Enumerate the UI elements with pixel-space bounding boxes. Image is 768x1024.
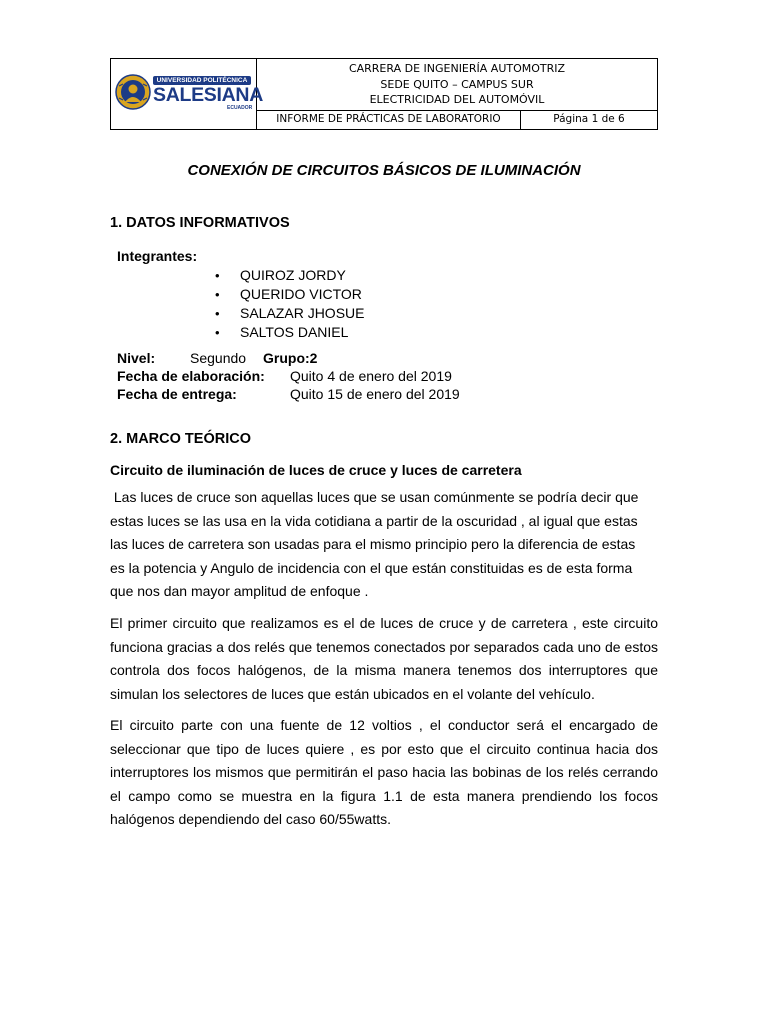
university-seal-icon [115,74,151,110]
list-item: • SALAZAR JHOSUE [215,304,364,323]
list-item: • QUIROZ JORDY [215,266,364,285]
report-type: INFORME DE PRÁCTICAS DE LABORATORIO [257,111,521,129]
university-logo [115,72,263,114]
members-list [215,266,364,342]
section-1-heading: 1. DATOS INFORMATIVOS [110,215,290,231]
logo-cell [111,59,263,129]
page-number: Página 1 de 6 [553,113,625,125]
paragraph-line: interruptores los mismos que permitirán el paso hacia las bobinas de los relés cerrando [110,764,658,780]
header-career: CARRERA DE INGENIERÍA AUTOMOTRIZ [348,62,566,75]
section-2-subheading: Circuito de iluminación de luces de cruce y luces de carretera [110,462,522,478]
paragraph-line: las luces de carretera son usadas para el mismo principio pero la diferencia de estas [110,536,636,552]
list-item: • SALTOS DANIEL [215,323,364,342]
header-subject: ELECTRICIDAD DEL AUTOMÓVIL [369,93,545,106]
members-label: Integrantes: [117,248,198,264]
paragraph-line: El circuito parte con una fuente de 12 voltios , el conductor será el encargado de [110,717,658,733]
paragraph-2 [110,612,658,706]
paragraph-line: seleccionar que tipo de luces quiere , es por esto que el circuito continua hacia dos [110,740,658,757]
section-2-heading: 2. MARCO TEÓRICO [110,431,251,447]
paragraph-line: es la potencia y Angulo de incidencia con el que están constituidas es de esta forma [110,559,633,576]
document-title: CONEXIÓN DE CIRCUITOS BÁSICOS DE ILUMINACIÓN [187,162,581,179]
paragraph-1 [110,486,658,604]
header-table [110,58,658,130]
logo-country-text: ECUADOR [227,105,253,111]
nivel-value: Segundo [190,350,247,366]
paragraph-line: halógenos dependiendo del caso 60/55watts. [110,811,391,827]
fecha-entrega-value: Quito 15 de enero del 2019 [290,386,460,402]
fecha-elaboracion-value: Quito 4 de enero del 2019 [290,368,452,384]
logo-university-text: UNIVERSIDAD POLITÉCNICA [153,76,251,85]
logo-salesiana-text: SALESIANA [153,84,263,106]
paragraph-line: Las luces de cruce son aquellas luces que se usan comúnmente se podría decir que [110,489,639,505]
paragraph-line: que nos dan mayor amplitud de enfoque . [110,583,369,599]
grupo-label: Grupo:2 [263,350,318,366]
paragraph-line: el campo como se muestra en la figura 1.1 de esta manera prendiendo los focos [110,787,658,804]
paragraph-3 [110,714,658,832]
list-item: • QUERIDO VICTOR [215,285,364,304]
fecha-entrega-label: Fecha de entrega: [117,386,237,402]
nivel-label: Nivel: [117,350,156,366]
header-info [257,59,657,110]
paragraph-line: simulan los selectores de luces que están ubicados en el volante del vehículo. [110,685,595,702]
paragraph-line: estas luces se las usa en la vida cotidiana a partir de la oscuridad , al igual que estas [110,512,638,529]
header-campus: SEDE QUITO – CAMPUS SUR [380,77,534,91]
header-row-2 [257,110,657,129]
fecha-elaboracion-label: Fecha de elaboración: [117,368,265,384]
paragraph-line: controla dos focos halógenos, de la misma manera tenemos dos interruptores que [110,662,658,678]
paragraph-line: funciona gracias a dos relés que tenemos conectados por separados cada uno de estos [110,638,658,655]
paragraph-line: El primer circuito que realizamos es el de luces de cruce y de carretera , este circuito [110,615,658,631]
